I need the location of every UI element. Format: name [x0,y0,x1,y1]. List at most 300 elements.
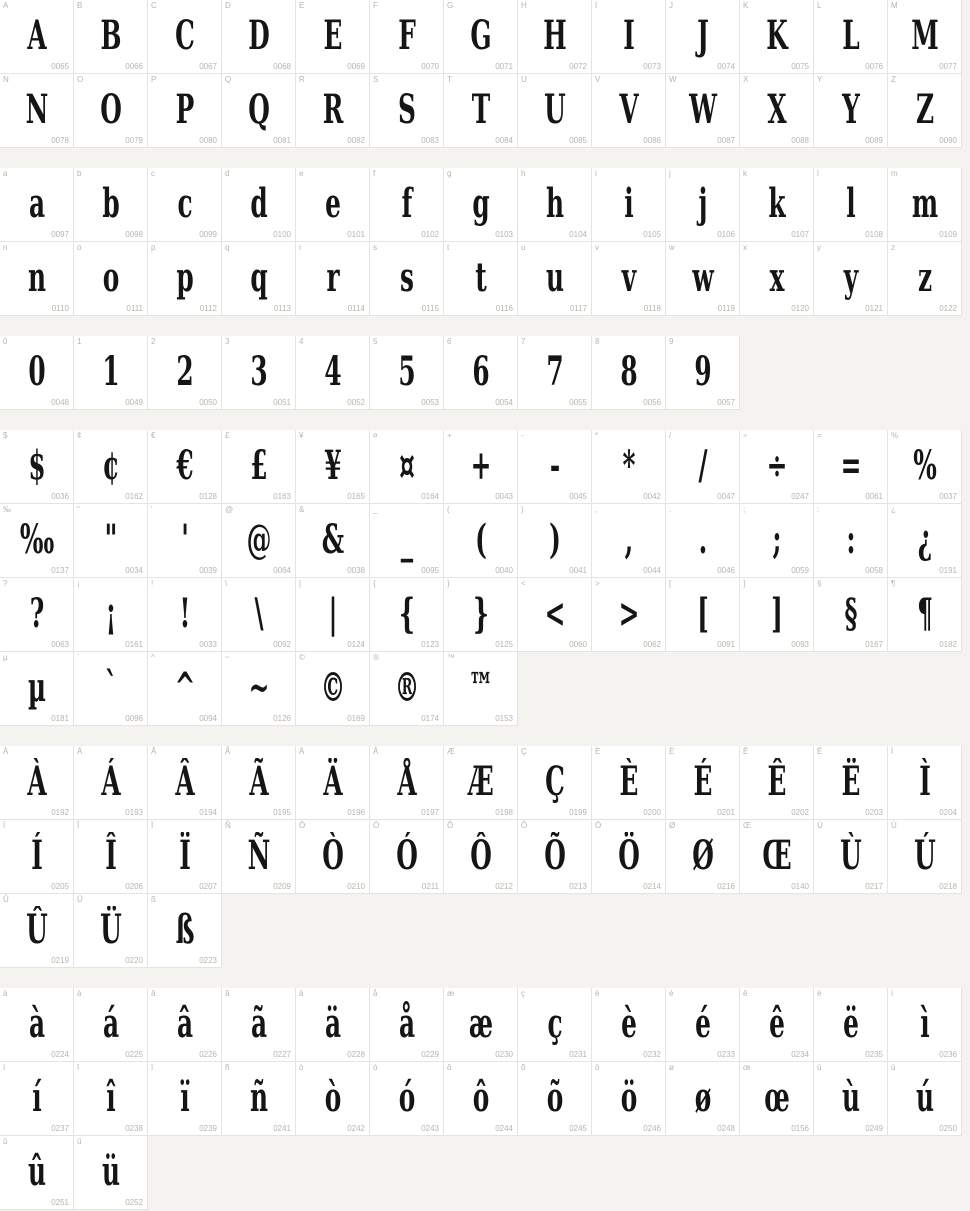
glyph-sample: ø [694,1074,712,1121]
glyph-cell[interactable] [222,820,296,894]
glyph-row [0,242,970,316]
glyph-cell[interactable] [74,336,148,410]
glyph-cell[interactable] [0,504,74,578]
glyph-char-label: Â [151,747,157,756]
glyph-sample: ^ [174,664,196,711]
glyph-code: 0072 [569,62,587,71]
glyph-char-label: z [891,243,895,252]
glyph-sample: õ [546,1074,564,1121]
glyph-cell[interactable] [0,0,74,74]
glyph-cell[interactable] [444,820,518,894]
glyph-code: 0116 [495,304,513,313]
glyph-char-label: Å [373,747,379,756]
glyph-code: 0214 [643,882,661,891]
glyph-char-label: N [3,75,9,84]
glyph-cell[interactable] [74,242,148,316]
glyph-char-label: w [669,243,675,252]
glyph-code: 0169 [347,714,365,723]
glyph-char-label: Æ [447,747,455,756]
glyph-sample: Ï [179,832,191,879]
glyph-code: 0045 [569,492,587,501]
glyph-sample: + [470,442,492,489]
block-separator [0,148,970,168]
glyph-code: 0243 [421,1124,439,1133]
glyph-cell[interactable] [222,988,296,1062]
glyph-code: 0220 [125,956,143,965]
glyph-cell[interactable] [740,1062,814,1136]
glyph-sample: € [176,442,194,489]
glyph-char-label: ? [3,579,8,588]
glyph-cell[interactable] [222,578,296,652]
glyph-cell[interactable] [222,74,296,148]
glyph-cell[interactable] [518,746,592,820]
glyph-cell[interactable] [592,820,666,894]
glyph-code: 0213 [569,882,587,891]
glyph-cell[interactable] [518,504,592,578]
glyph-cell[interactable] [518,242,592,316]
glyph-char-label: ; [743,505,746,514]
glyph-row [0,74,970,148]
glyph-cell[interactable] [148,894,222,968]
glyph-cell[interactable] [222,0,296,74]
glyph-cell[interactable] [444,168,518,242]
glyph-cell[interactable] [74,1062,148,1136]
glyph-cell[interactable] [740,988,814,1062]
glyph-char-label: 1 [77,337,82,346]
glyph-cell[interactable] [740,74,814,148]
glyph-cell[interactable] [370,74,444,148]
glyph-sample: j [698,180,708,227]
glyph-cell[interactable] [222,242,296,316]
glyph-char-label: 4 [299,337,304,346]
glyph-char-label: j [669,169,671,178]
glyph-cell[interactable] [666,988,740,1062]
glyph-cell[interactable] [296,242,370,316]
glyph-sample: F [398,12,416,59]
glyph-sample: z [917,254,933,301]
glyph-sample: $ [28,442,46,489]
glyph-cell[interactable] [666,746,740,820]
glyph-char-label: K [743,1,749,10]
glyph-cell[interactable] [0,1136,74,1210]
glyph-char-label: ú [891,1063,896,1072]
glyph-cell[interactable] [592,0,666,74]
glyph-cell[interactable] [296,652,370,726]
glyph-code: 0122 [939,304,957,313]
glyph-char-label: ö [595,1063,600,1072]
glyph-cell[interactable] [518,988,592,1062]
glyph-cell[interactable] [666,74,740,148]
glyph-sample: o [102,254,120,301]
glyph-char-label: ¡ [77,579,80,588]
glyph-sample: @ [246,516,272,563]
glyph-cell[interactable] [0,242,74,316]
glyph-cell[interactable] [370,168,444,242]
glyph-cell[interactable] [740,820,814,894]
glyph-cell[interactable] [296,820,370,894]
glyph-char-label: Ã [225,747,231,756]
glyph-cell[interactable] [74,894,148,968]
glyph-cell[interactable] [666,820,740,894]
glyph-cell[interactable] [444,430,518,504]
glyph-sample: á [102,1000,120,1047]
glyph-cell[interactable] [370,0,444,74]
glyph-code: 0156 [791,1124,809,1133]
glyph-cell[interactable] [666,336,740,410]
glyph-cell[interactable] [148,336,222,410]
glyph-cell[interactable] [370,336,444,410]
glyph-cell[interactable] [370,242,444,316]
glyph-cell[interactable] [296,988,370,1062]
glyph-cell[interactable] [518,0,592,74]
glyph-char-label: : [817,505,820,514]
glyph-cell[interactable] [518,74,592,148]
glyph-char-label: J [669,1,673,10]
glyph-cell[interactable] [148,74,222,148]
glyph-char-label: 2 [151,337,156,346]
glyph-char-label: è [595,989,600,998]
glyph-cell[interactable] [296,504,370,578]
glyph-cell[interactable] [444,0,518,74]
glyph-cell[interactable] [370,430,444,504]
glyph-cell[interactable] [74,74,148,148]
glyph-cell[interactable] [592,746,666,820]
glyph-block-lowercase-accented [0,988,970,1210]
glyph-sample: ¥ [324,442,342,489]
glyph-cell[interactable] [444,74,518,148]
glyph-cell[interactable] [370,578,444,652]
glyph-sample: ú [915,1074,935,1121]
glyph-cell[interactable] [296,746,370,820]
glyph-cell[interactable] [888,1062,962,1136]
glyph-cell[interactable] [740,504,814,578]
glyph-cell[interactable] [444,336,518,410]
glyph-code: 0230 [495,1050,513,1059]
glyph-cell[interactable] [518,168,592,242]
glyph-cell-empty [222,894,296,968]
glyph-cell[interactable] [148,430,222,504]
glyph-cell[interactable] [592,1062,666,1136]
glyph-cell[interactable] [0,168,74,242]
glyph-cell[interactable] [370,820,444,894]
glyph-cell[interactable] [814,504,888,578]
glyph-cell[interactable] [0,988,74,1062]
glyph-cell[interactable] [444,988,518,1062]
glyph-cell[interactable] [222,746,296,820]
glyph-sample: H [543,12,567,59]
glyph-cell[interactable] [0,430,74,504]
glyph-cell[interactable] [74,988,148,1062]
glyph-sample: O [100,86,122,133]
glyph-cell[interactable] [74,168,148,242]
glyph-cell[interactable] [592,578,666,652]
glyph-code: 0050 [199,398,217,407]
glyph-cell[interactable] [148,746,222,820]
glyph-cell[interactable] [222,168,296,242]
glyph-sample: K [766,12,788,59]
glyph-cell[interactable] [148,578,222,652]
glyph-cell-empty [444,1136,518,1210]
glyph-code: 0195 [273,808,291,817]
glyph-cell[interactable] [888,430,962,504]
glyph-cell[interactable] [0,578,74,652]
glyph-cell[interactable] [814,0,888,74]
glyph-cell[interactable] [592,430,666,504]
glyph-char-label: ë [817,989,822,998]
glyph-char-label: f [373,169,376,178]
glyph-cell[interactable] [148,0,222,74]
glyph-cell[interactable] [296,168,370,242]
glyph-char-label: . [669,505,672,514]
glyph-sample: Ê [767,758,787,805]
glyph-char-label: < [521,579,526,588]
glyph-cell[interactable] [518,336,592,410]
glyph-cell[interactable] [444,242,518,316]
glyph-char-label: Z [891,75,896,84]
glyph-cell[interactable] [666,242,740,316]
glyph-sample: E [323,12,343,59]
glyph-cell[interactable] [148,1062,222,1136]
glyph-char-label: Q [225,75,232,84]
glyph-cell[interactable] [814,988,888,1062]
glyph-code: 0219 [51,956,69,965]
glyph-cell[interactable] [888,74,962,148]
glyph-cell[interactable] [814,1062,888,1136]
glyph-cell[interactable] [592,336,666,410]
glyph-char-label: X [743,75,749,84]
glyph-sample: L [842,12,860,59]
glyph-cell[interactable] [814,74,888,148]
glyph-cell-empty [888,894,962,968]
glyph-cell[interactable] [222,1062,296,1136]
glyph-sample: Î [105,832,117,879]
glyph-char-label: © [299,653,305,662]
glyph-cell[interactable] [74,0,148,74]
glyph-char-label: + [447,431,452,440]
glyph-cell[interactable] [592,74,666,148]
glyph-cell[interactable] [222,336,296,410]
glyph-cell[interactable] [518,820,592,894]
glyph-sample: 4 [324,348,342,395]
glyph-sample: Ù [840,832,862,879]
glyph-code: 0224 [51,1050,69,1059]
glyph-char-label: 9 [669,337,674,346]
glyph-cell[interactable] [444,746,518,820]
glyph-cell[interactable] [296,74,370,148]
glyph-code: 0039 [199,566,217,575]
glyph-cell[interactable] [888,746,962,820]
glyph-cell[interactable] [444,504,518,578]
glyph-block-lowercase-latin [0,168,970,316]
glyph-cell[interactable] [888,242,962,316]
glyph-code: 0229 [421,1050,439,1059]
glyph-cell[interactable] [888,988,962,1062]
glyph-cell[interactable] [148,504,222,578]
glyph-code: 0041 [569,566,587,575]
glyph-cell[interactable] [74,746,148,820]
glyph-sample: ã [250,1000,268,1047]
glyph-cell[interactable] [222,504,296,578]
glyph-row [0,988,970,1062]
glyph-sample: ~ [248,664,270,711]
glyph-cell[interactable] [0,652,74,726]
glyph-cell[interactable] [888,0,962,74]
glyph-code: 0251 [51,1198,69,1207]
glyph-cell[interactable] [74,820,148,894]
glyph-cell[interactable] [148,988,222,1062]
glyph-cell[interactable] [148,820,222,894]
glyph-cell[interactable] [814,578,888,652]
glyph-char-label: p [151,243,156,252]
glyph-cell[interactable] [740,0,814,74]
glyph-cell[interactable] [666,430,740,504]
glyph-cell[interactable] [888,578,962,652]
glyph-char-label: Ò [299,821,306,830]
glyph-cell[interactable] [296,430,370,504]
glyph-cell[interactable] [74,430,148,504]
glyph-cell[interactable] [222,652,296,726]
glyph-sample: d [250,180,268,227]
glyph-cell[interactable] [666,578,740,652]
glyph-code: 0069 [347,62,365,71]
glyph-code: 0078 [51,136,69,145]
glyph-cell[interactable] [814,168,888,242]
glyph-cell[interactable] [814,820,888,894]
glyph-cell[interactable] [0,820,74,894]
glyph-code: 0196 [347,808,365,817]
glyph-code: 0034 [125,566,143,575]
glyph-cell[interactable] [740,430,814,504]
glyph-char-label: ã [225,989,230,998]
glyph-cell[interactable] [888,820,962,894]
glyph-char-label: á [77,989,82,998]
glyph-cell[interactable] [666,1062,740,1136]
glyph-cell[interactable] [296,1062,370,1136]
glyph-sample: 0 [28,348,46,395]
glyph-sample: ç [547,1000,563,1047]
glyph-char-label: | [299,579,302,588]
glyph-sample: â [176,1000,194,1047]
glyph-cell[interactable] [666,0,740,74]
glyph-cell[interactable] [592,988,666,1062]
glyph-cell[interactable] [888,504,962,578]
glyph-cell[interactable] [0,894,74,968]
glyph-code: 0084 [495,136,513,145]
glyph-sample: ÷ [766,442,788,489]
glyph-code: 0249 [865,1124,883,1133]
glyph-cell[interactable] [740,242,814,316]
glyph-char-label: C [151,1,157,10]
glyph-code: 0066 [125,62,143,71]
glyph-cell[interactable] [814,430,888,504]
glyph-code: 0100 [273,230,291,239]
glyph-cell-empty [814,894,888,968]
glyph-sample: } [473,590,489,637]
glyph-code: 0121 [865,304,883,313]
glyph-cell[interactable] [296,578,370,652]
glyph-cell[interactable] [148,652,222,726]
glyph-cell[interactable] [444,652,518,726]
glyph-sample: J [697,12,709,59]
glyph-cell[interactable] [370,504,444,578]
glyph-cell[interactable] [370,1062,444,1136]
glyph-cell[interactable] [592,504,666,578]
glyph-cell[interactable] [296,336,370,410]
glyph-sample: Ã [249,758,269,805]
glyph-char-label: 3 [225,337,230,346]
glyph-cell[interactable] [814,746,888,820]
glyph-cell[interactable] [592,242,666,316]
glyph-cell[interactable] [518,1062,592,1136]
glyph-char-label: Ç [521,747,527,756]
glyph-cell[interactable] [0,74,74,148]
glyph-cell[interactable] [518,430,592,504]
glyph-code: 0235 [865,1050,883,1059]
glyph-cell[interactable] [592,168,666,242]
glyph-cell[interactable] [814,242,888,316]
glyph-code: 0042 [643,492,661,501]
glyph-cell[interactable] [888,168,962,242]
glyph-cell[interactable] [296,0,370,74]
glyph-char-label: i [595,169,597,178]
glyph-cell-empty [888,652,962,726]
glyph-cell[interactable] [74,652,148,726]
glyph-cell[interactable] [518,578,592,652]
glyph-row [0,578,970,652]
glyph-sample: œ [764,1074,790,1121]
glyph-char-label: Ì [891,747,894,756]
glyph-cell[interactable] [148,242,222,316]
glyph-char-label: _ [373,505,378,514]
glyph-cell[interactable] [0,336,74,410]
glyph-char-label: ) [521,505,524,514]
glyph-cell[interactable] [666,504,740,578]
glyph-cell[interactable] [74,504,148,578]
glyph-char-label: î [77,1063,80,1072]
glyph-char-label: ï [151,1063,154,1072]
glyph-code: 0086 [643,136,661,145]
glyph-cell[interactable] [0,746,74,820]
glyph-sample: ™ [468,664,494,711]
glyph-cell[interactable] [222,430,296,504]
glyph-code: 0203 [865,808,883,817]
glyph-sample: 2 [176,348,194,395]
glyph-code: 0091 [717,640,735,649]
glyph-cell[interactable] [444,1062,518,1136]
glyph-cell[interactable] [370,746,444,820]
glyph-code: 0174 [421,714,439,723]
glyph-cell-empty [888,1136,962,1210]
glyph-char-label: l [817,169,819,178]
glyph-cell[interactable] [74,1136,148,1210]
glyph-sample: _ [400,516,414,563]
glyph-sample: r [326,254,340,301]
glyph-cell[interactable] [444,578,518,652]
glyph-cell[interactable] [0,1062,74,1136]
glyph-cell[interactable] [740,578,814,652]
glyph-cell[interactable] [666,168,740,242]
glyph-cell[interactable] [370,988,444,1062]
glyph-cell[interactable] [148,168,222,242]
glyph-cell[interactable] [740,168,814,242]
glyph-cell[interactable] [740,746,814,820]
glyph-code: 0082 [347,136,365,145]
glyph-cell[interactable] [74,578,148,652]
glyph-code: 0053 [421,398,439,407]
glyph-cell[interactable] [370,652,444,726]
glyph-char-label: a [3,169,8,178]
glyph-code: 0206 [125,882,143,891]
